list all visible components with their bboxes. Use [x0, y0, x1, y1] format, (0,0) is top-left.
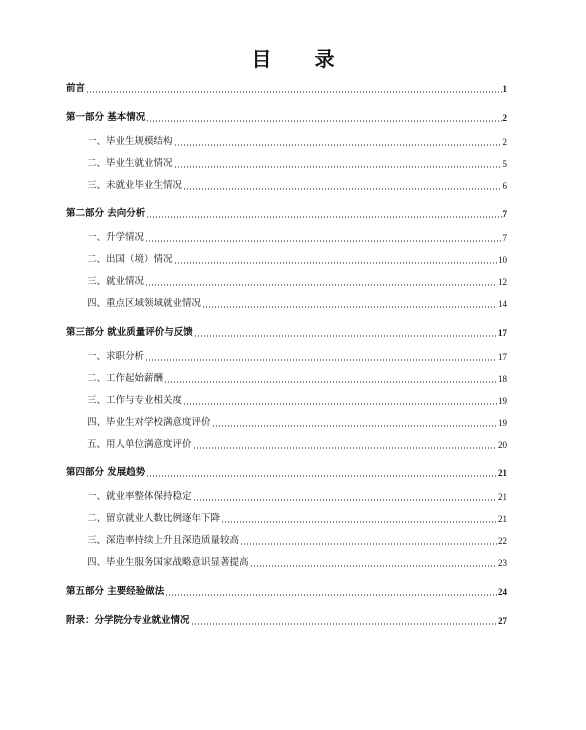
toc-entry-part-3[interactable] [66, 325, 507, 339]
toc-entry-label: 三、未就业毕业生情况 [87, 180, 183, 191]
toc-entry-section[interactable] [87, 489, 507, 503]
toc-entry-label: 第二部分 去向分析 [66, 208, 146, 219]
toc-entry-label: 二、出国（境）情况 [87, 254, 173, 265]
toc-page-number: 21 [498, 514, 507, 524]
toc-entry-label: 二、毕业生就业情况 [87, 158, 173, 169]
toc-entry-section[interactable] [87, 437, 507, 451]
toc-entry-label: 附录：分学院分专业就业情况 [66, 615, 190, 626]
dot-leader [174, 144, 502, 146]
toc-entry-label: 一、升学情况 [87, 232, 145, 243]
toc-entry-label: 第五部分 主要经验做法 [66, 586, 165, 597]
toc-page-number: 5 [502, 159, 507, 169]
toc-entry-label: 一、毕业生规模结构 [87, 136, 173, 147]
dot-leader [193, 447, 497, 449]
toc-entry-section[interactable] [87, 252, 507, 266]
toc-entry-part-2[interactable] [66, 206, 507, 220]
toc-entry-label: 二、工作起始薪酬 [87, 373, 164, 384]
toc-entry-section[interactable] [87, 371, 507, 385]
dot-leader [183, 188, 501, 190]
toc-page-number: 7 [502, 209, 507, 219]
toc-entry-label: 三、就业情况 [87, 276, 145, 287]
dot-leader [194, 335, 497, 337]
toc-entry-label: 五、用人单位满意度评价 [87, 439, 192, 450]
toc-entry-label: 前言 [66, 83, 86, 94]
toc-page-number: 23 [498, 558, 507, 568]
dot-leader [164, 381, 497, 383]
toc-entry-preface[interactable] [66, 81, 507, 95]
toc-page-number: 21 [498, 468, 507, 478]
toc-entry-section[interactable] [87, 134, 507, 148]
dot-leader [202, 306, 497, 308]
toc-entry-label: 三、工作与专业相关度 [87, 395, 183, 406]
toc-title: 目 录 [251, 47, 353, 71]
dot-leader [193, 499, 497, 501]
dot-leader [146, 475, 497, 477]
toc-entry-section[interactable] [87, 349, 507, 363]
toc-entry-label: 三、深造率持续上升且深造质量较高 [87, 535, 240, 546]
dot-leader [145, 359, 497, 361]
toc-page-number: 1 [502, 84, 507, 94]
toc-entry-section[interactable] [87, 296, 507, 310]
dot-leader [191, 623, 497, 625]
toc-page-number: 17 [498, 352, 507, 362]
dot-leader [145, 284, 497, 286]
toc-entry-section[interactable] [87, 533, 507, 547]
dot-leader [221, 521, 497, 523]
toc-entry-label: 第四部分 发展趋势 [66, 467, 146, 478]
toc-entry-section[interactable] [87, 274, 507, 288]
toc-page-number: 2 [502, 113, 507, 123]
toc-entry-label: 第一部分 基本情况 [66, 112, 146, 123]
dot-leader [250, 565, 497, 567]
toc-page-number: 7 [502, 233, 507, 243]
toc-entry-section[interactable] [87, 415, 507, 429]
toc-page-number: 12 [498, 277, 507, 287]
dot-leader [183, 403, 497, 405]
toc-page-number: 20 [498, 440, 507, 450]
dot-leader [146, 216, 501, 218]
dot-leader [174, 166, 502, 168]
toc-entry-section[interactable] [87, 393, 507, 407]
toc-page-number: 22 [498, 536, 507, 546]
toc-entry-label: 一、求职分析 [87, 351, 145, 362]
toc-entry-label: 四、毕业生对学校满意度评价 [87, 417, 211, 428]
toc-entry-appendix[interactable] [66, 613, 507, 627]
toc-page-number: 19 [498, 418, 507, 428]
toc-entry-label: 四、毕业生服务国家战略意识显著提高 [87, 557, 249, 568]
toc-entry-label: 一、就业率整体保持稳定 [87, 491, 192, 502]
toc-entry-part-1[interactable] [66, 110, 507, 124]
toc-entry-label: 四、重点区域领域就业情况 [87, 298, 202, 309]
toc-page-number: 27 [498, 616, 507, 626]
toc-entry-part-5[interactable] [66, 584, 507, 598]
toc-entry-section[interactable] [87, 555, 507, 569]
dot-leader [86, 91, 501, 93]
dot-leader [240, 543, 497, 545]
toc-page-number: 10 [498, 255, 507, 265]
toc-entry-section[interactable] [87, 178, 507, 192]
toc-entry-section[interactable] [87, 511, 507, 525]
toc-page-number: 14 [498, 299, 507, 309]
dot-leader [165, 594, 497, 596]
toc-page-number: 6 [502, 181, 507, 191]
toc-page-number: 2 [502, 137, 507, 147]
toc-page-number: 18 [498, 374, 507, 384]
dot-leader [212, 425, 497, 427]
toc-page-number: 24 [498, 587, 507, 597]
toc-entry-section[interactable] [87, 156, 507, 170]
toc-page-number: 17 [498, 328, 507, 338]
toc-page-number: 19 [498, 396, 507, 406]
toc-entry-label: 二、留京就业人数比例逐年下降 [87, 513, 221, 524]
toc-entry-section[interactable] [87, 230, 507, 244]
dot-leader [146, 120, 501, 122]
toc-entry-label: 第三部分 就业质量评价与反馈 [66, 327, 193, 338]
dot-leader [145, 240, 501, 242]
toc-page-number: 21 [498, 492, 507, 502]
dot-leader [174, 262, 497, 264]
toc-entry-part-4[interactable] [66, 465, 507, 479]
